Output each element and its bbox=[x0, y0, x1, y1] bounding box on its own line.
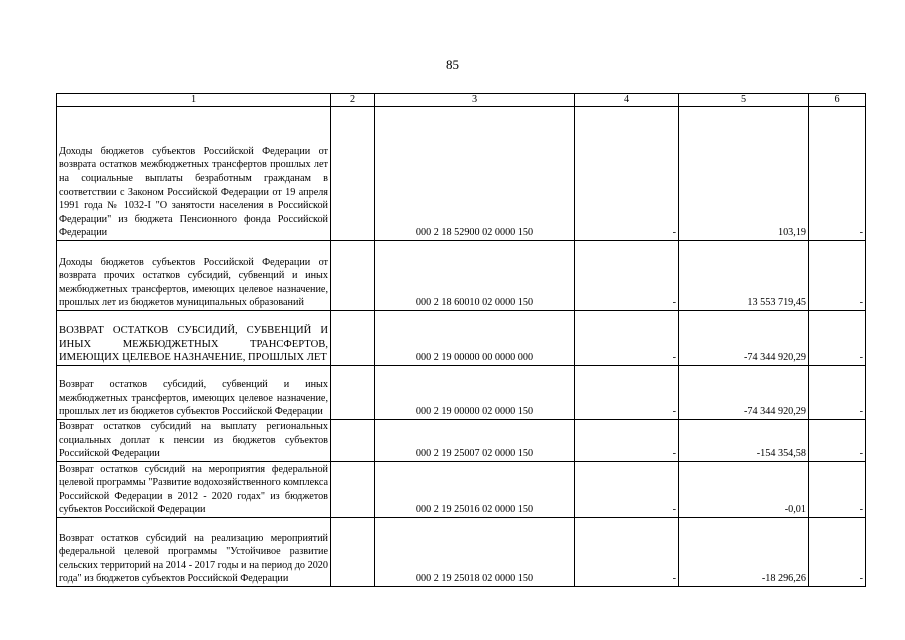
row-col2 bbox=[331, 518, 375, 587]
row-amount: -18 296,26 bbox=[679, 518, 809, 587]
row-col6: - bbox=[809, 462, 866, 518]
table-row bbox=[57, 311, 866, 366]
column-header-2: 2 bbox=[331, 94, 375, 107]
row-amount: 103,19 bbox=[679, 107, 809, 241]
row-col4: - bbox=[575, 366, 679, 420]
table-row bbox=[57, 366, 866, 420]
column-header-5: 5 bbox=[679, 94, 809, 107]
row-col6: - bbox=[809, 107, 866, 241]
row-col6: - bbox=[809, 311, 866, 366]
table-row bbox=[57, 107, 866, 241]
row-budget-code: 000 2 18 60010 02 0000 150 bbox=[375, 241, 575, 311]
row-description: Доходы бюджетов субъектов Российской Федерации от возврата прочих остатков субсидий, субвенций и иных межбюджетных трансфертов, имеющих целевое назначение, прошлых лет из бюджетов муниципальных образований bbox=[57, 241, 331, 311]
row-description: Возврат остатков субсидий на реализацию мероприятий федеральной целевой программы "Устойчивое развитие сельских территорий на 2014 - 2017 годы и на период до 2020 года" из бюджетов субъектов Российской Федерации bbox=[57, 518, 331, 587]
row-amount: -74 344 920,29 bbox=[679, 311, 809, 366]
row-description: Доходы бюджетов субъектов Российской Федерации от возврата остатков межбюджетных трансфертов прошлых лет на социальные выплаты безработным гражданам в соответствии с Законом Российской Федерации от 19 апреля 1991 года № 1032-I "О занятости населения в Российской Федерации" из бюджета Пенсионного фонда Российской Федерации bbox=[57, 107, 331, 241]
row-col2 bbox=[331, 462, 375, 518]
budget-revenue-table bbox=[56, 93, 866, 587]
row-col2 bbox=[331, 241, 375, 311]
row-col2 bbox=[331, 311, 375, 366]
column-header-3: 3 bbox=[375, 94, 575, 107]
row-col2 bbox=[331, 366, 375, 420]
page-number: 85 bbox=[446, 57, 459, 72]
row-amount: 13 553 719,45 bbox=[679, 241, 809, 311]
row-col4: - bbox=[575, 420, 679, 462]
table-row bbox=[57, 462, 866, 518]
row-amount: -154 354,58 bbox=[679, 420, 809, 462]
table-header-row bbox=[57, 94, 866, 107]
row-col6: - bbox=[809, 366, 866, 420]
row-col4: - bbox=[575, 311, 679, 366]
row-amount: -74 344 920,29 bbox=[679, 366, 809, 420]
row-col4: - bbox=[575, 518, 679, 587]
row-col2 bbox=[331, 107, 375, 241]
column-header-4: 4 bbox=[575, 94, 679, 107]
row-col4: - bbox=[575, 107, 679, 241]
row-description: ВОЗВРАТ ОСТАТКОВ СУБСИДИЙ, СУБВЕНЦИЙ И ИНЫХ МЕЖБЮДЖЕТНЫХ ТРАНСФЕРТОВ, ИМЕЮЩИХ ЦЕЛЕВОЕ НАЗНАЧЕНИЕ, ПРОШЛЫХ ЛЕТ bbox=[57, 311, 331, 366]
row-col4: - bbox=[575, 462, 679, 518]
row-description: Возврат остатков субсидий на выплату региональных социальных доплат к пенсии из бюджетов субъектов Российской Федерации bbox=[57, 420, 331, 462]
row-budget-code: 000 2 18 52900 02 0000 150 bbox=[375, 107, 575, 241]
table-row bbox=[57, 241, 866, 311]
row-budget-code: 000 2 19 00000 00 0000 000 bbox=[375, 311, 575, 366]
row-col6: - bbox=[809, 518, 866, 587]
column-header-6: 6 bbox=[809, 94, 866, 107]
row-col6: - bbox=[809, 241, 866, 311]
row-budget-code: 000 2 19 25016 02 0000 150 bbox=[375, 462, 575, 518]
row-col2 bbox=[331, 420, 375, 462]
row-description: Возврат остатков субсидий на мероприятия федеральной целевой программы "Развитие водохозяйственного комплекса Российской Федерации в 2012 - 2020 годах" из бюджетов субъектов Российской Федерации bbox=[57, 462, 331, 518]
table-row bbox=[57, 518, 866, 587]
table-row bbox=[57, 420, 866, 462]
row-col4: - bbox=[575, 241, 679, 311]
column-header-1: 1 bbox=[57, 94, 331, 107]
row-budget-code: 000 2 19 25007 02 0000 150 bbox=[375, 420, 575, 462]
row-budget-code: 000 2 19 25018 02 0000 150 bbox=[375, 518, 575, 587]
row-description: Возврат остатков субсидий, субвенций и иных межбюджетных трансфертов, имеющих целевое назначение, прошлых лет из бюджетов субъектов Российской Федерации bbox=[57, 366, 331, 420]
row-budget-code: 000 2 19 00000 02 0000 150 bbox=[375, 366, 575, 420]
row-amount: -0,01 bbox=[679, 462, 809, 518]
row-col6: - bbox=[809, 420, 866, 462]
